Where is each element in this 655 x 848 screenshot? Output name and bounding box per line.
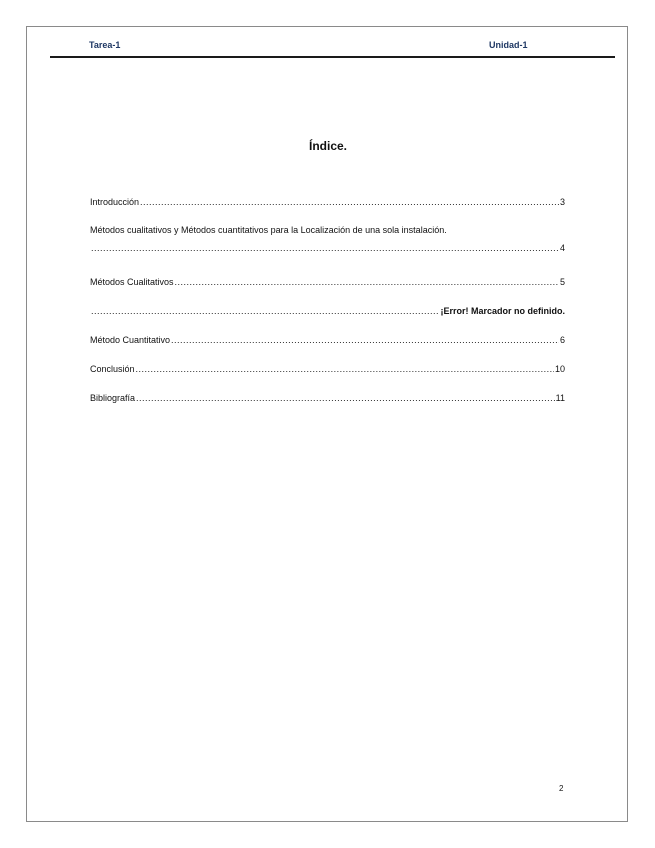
toc-error-marker: ¡Error! Marcador no definido. xyxy=(440,306,565,316)
toc-entry-error[interactable] xyxy=(90,306,565,316)
toc-leader xyxy=(140,197,559,207)
toc-leader xyxy=(171,335,559,345)
toc-entry-page: 6 xyxy=(559,335,565,345)
toc-entry-page: 5 xyxy=(559,277,565,287)
toc-leader xyxy=(91,306,439,316)
toc-entry-introduccion[interactable] xyxy=(90,197,565,207)
toc-entry-page: 11 xyxy=(555,393,565,403)
toc-entry-label: Conclusión xyxy=(90,364,135,374)
page-number: 2 xyxy=(559,784,564,793)
toc-entry-label: Introducción xyxy=(90,197,140,207)
toc-entry-page: 3 xyxy=(559,197,565,207)
header-rule xyxy=(50,56,615,58)
toc-leader xyxy=(136,364,554,374)
toc-entry-conclusion[interactable] xyxy=(90,364,565,374)
header-right: Unidad-1 xyxy=(489,40,528,50)
document-page xyxy=(26,26,628,822)
toc-entry-metodo-cuantitativo[interactable] xyxy=(90,335,565,345)
toc-entry-label: Bibliografía xyxy=(90,393,136,403)
toc-entry-bibliografia[interactable] xyxy=(90,393,565,403)
toc-entry-page: 4 xyxy=(559,243,565,253)
toc-entry-label: Método Cuantitativo xyxy=(90,335,171,345)
toc-entry-metodos-cualitativos[interactable] xyxy=(90,277,565,287)
toc-entry-page: 10 xyxy=(554,364,565,374)
toc-entry-label: Métodos cualitativos y Métodos cuantitativos para la Localización de una sola instalación. xyxy=(90,225,447,235)
toc-leader xyxy=(136,393,555,403)
toc-leader xyxy=(175,277,559,287)
toc-entry-label: Métodos Cualitativos xyxy=(90,277,174,287)
page-title: Índice. xyxy=(308,139,347,153)
toc-entry-metodos-localizacion[interactable] xyxy=(90,225,565,253)
header-left: Tarea-1 xyxy=(89,40,121,50)
toc-leader xyxy=(91,243,559,253)
